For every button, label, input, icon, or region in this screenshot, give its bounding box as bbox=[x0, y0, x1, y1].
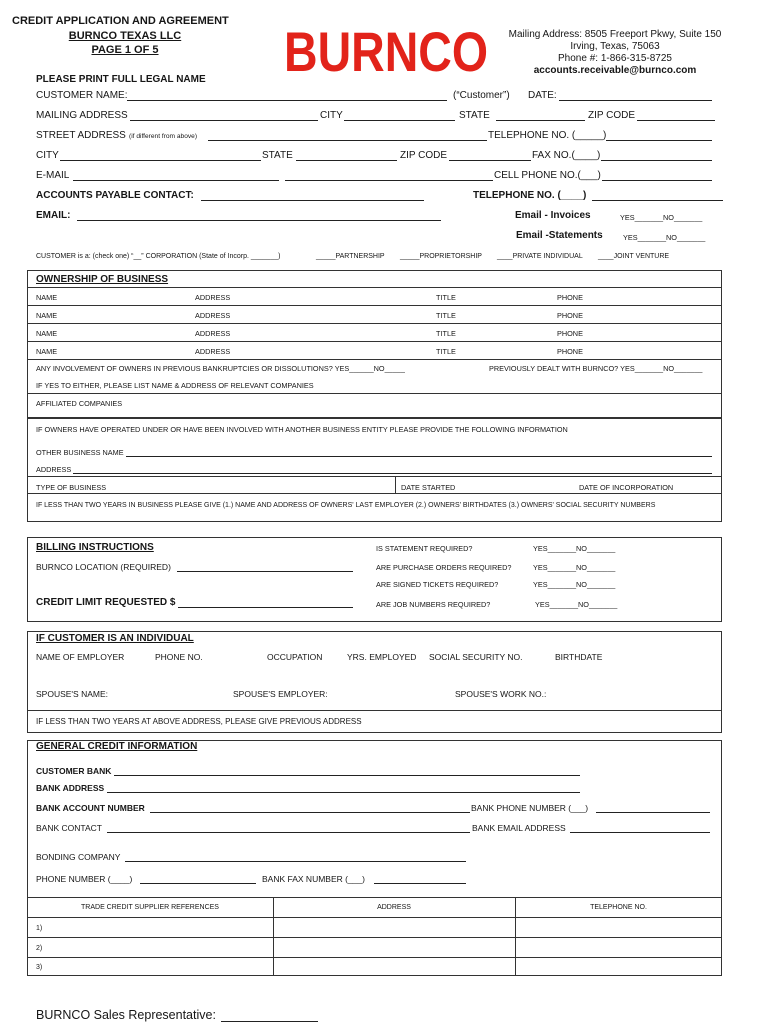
entity-type-joint-venture[interactable]: ____JOINT VENTURE bbox=[598, 253, 670, 260]
email-label: E-MAIL bbox=[36, 170, 70, 181]
burnco-location-field[interactable] bbox=[177, 571, 353, 572]
divider bbox=[27, 393, 722, 394]
fax-label: FAX NO.(____) bbox=[532, 150, 601, 161]
type-of-business-label: TYPE OF BUSINESS bbox=[36, 483, 107, 492]
telephone-field[interactable] bbox=[606, 140, 712, 141]
owner-row[interactable] bbox=[27, 324, 722, 341]
references-header-supplier: TRADE CREDIT SUPPLIER REFERENCES bbox=[81, 904, 219, 911]
owner-title-label: TITLE bbox=[436, 347, 456, 356]
previous-address-note: IF LESS THAN TWO YEARS AT ABOVE ADDRESS, PLEASE GIVE PREVIOUS ADDRESS bbox=[36, 717, 362, 726]
ap-telephone-label: TELEPHONE NO. (____) bbox=[473, 190, 587, 201]
previous-dealings-question[interactable]: PREVIOUSLY DEALT WITH BURNCO? YES_______NO_______ bbox=[489, 364, 703, 373]
burnco-location-label: BURNCO LOCATION (REQUIRED) bbox=[36, 562, 171, 572]
bank-fax-field[interactable] bbox=[374, 883, 466, 884]
owner-phone-label: PHONE bbox=[557, 311, 583, 320]
references-header-address: ADDRESS bbox=[377, 904, 411, 911]
row-number: 1) bbox=[36, 925, 43, 932]
affiliated-companies-label: AFFILIATED COMPANIES bbox=[36, 399, 123, 408]
mailing-address-field[interactable] bbox=[130, 120, 318, 121]
company-phone: Phone #: 1-866-315-8725 bbox=[558, 53, 672, 64]
entity-type-corporation[interactable]: CUSTOMER is a: (check one) “__” CORPORATION (State of Incorp. _______) bbox=[36, 253, 281, 260]
date-started-label: DATE STARTED bbox=[401, 483, 456, 492]
table-row[interactable] bbox=[27, 958, 722, 975]
street-city-label: CITY bbox=[36, 150, 59, 161]
entity-type-proprietorship[interactable]: _____PROPRIETORSHIP bbox=[400, 253, 482, 260]
divider bbox=[27, 476, 722, 477]
bank-contact-field[interactable] bbox=[107, 832, 470, 833]
cell-phone-field[interactable] bbox=[602, 180, 712, 181]
spouse-name-label: SPOUSE'S NAME: bbox=[36, 689, 109, 699]
owner-name-label: NAME bbox=[36, 347, 58, 356]
bank-account-number-label: BANK ACCOUNT NUMBER bbox=[36, 803, 145, 813]
bank-phone-field[interactable] bbox=[596, 812, 710, 813]
bank-email-field[interactable] bbox=[570, 832, 710, 833]
email-statements-label: Email -Statements bbox=[516, 230, 603, 241]
owner-title-label: TITLE bbox=[436, 311, 456, 320]
mailing-city-field[interactable] bbox=[344, 120, 455, 121]
ap-contact-field[interactable] bbox=[201, 200, 424, 201]
birthdate-label: BIRTHDATE bbox=[555, 652, 603, 662]
owner-phone-label: PHONE bbox=[557, 329, 583, 338]
ownership-heading: OWNERSHIP OF BUSINESS bbox=[36, 274, 169, 285]
other-business-address-label: ADDRESS bbox=[36, 465, 72, 474]
owner-phone-label: PHONE bbox=[557, 347, 583, 356]
bonding-phone-field[interactable] bbox=[140, 883, 256, 884]
bonding-company-label: BONDING COMPANY bbox=[36, 852, 121, 862]
date-of-incorporation-label: DATE OF INCORPORATION bbox=[579, 483, 674, 492]
owner-row[interactable] bbox=[27, 342, 722, 359]
email-invoices-choice[interactable]: YES_______NO_______ bbox=[620, 213, 703, 222]
owner-row[interactable] bbox=[27, 306, 722, 323]
divider bbox=[395, 476, 396, 493]
section-divider bbox=[27, 417, 722, 419]
bank-contact-label: BANK CONTACT bbox=[36, 823, 102, 833]
company-name: BURNCO TEXAS LLC bbox=[68, 30, 182, 42]
table-row[interactable] bbox=[27, 938, 722, 957]
street-address-label: STREET ADDRESS bbox=[36, 130, 126, 141]
email-invoices-label: Email - Invoices bbox=[515, 210, 591, 221]
bank-fax-label: BANK FAX NUMBER (___) bbox=[262, 874, 365, 884]
table-border bbox=[27, 897, 722, 898]
sales-rep-label: BURNCO Sales Representative: bbox=[36, 1008, 216, 1022]
bonding-company-field[interactable] bbox=[125, 861, 466, 862]
page-indicator: PAGE 1 OF 5 bbox=[91, 44, 159, 56]
relevant-companies-note: IF YES TO EITHER, PLEASE LIST NAME & ADDRESS OF RELEVANT COMPANIES bbox=[36, 381, 314, 390]
burnco-logo bbox=[284, 20, 488, 83]
ap-email-field[interactable] bbox=[77, 220, 441, 221]
street-state-label: STATE bbox=[262, 150, 293, 161]
print-instruction: PLEASE PRINT FULL LEGAL NAME bbox=[36, 74, 206, 85]
email-statements-choice[interactable]: YES_______NO_______ bbox=[623, 233, 706, 242]
street-address-note: (if different from above) bbox=[129, 133, 198, 140]
sales-rep-field[interactable] bbox=[221, 1021, 318, 1022]
customer-name-label: CUSTOMER NAME: bbox=[36, 90, 128, 101]
entity-type-partnership[interactable]: _____PARTNERSHIP bbox=[316, 253, 385, 260]
ap-telephone-field[interactable] bbox=[592, 200, 723, 201]
table-row[interactable] bbox=[27, 918, 722, 937]
date-field[interactable] bbox=[559, 100, 712, 101]
owner-title-label: TITLE bbox=[436, 329, 456, 338]
entity-type-private-individual[interactable]: ____PRIVATE INDIVIDUAL bbox=[497, 253, 583, 260]
mailing-address-label: MAILING ADDRESS bbox=[36, 110, 128, 121]
owner-address-label: ADDRESS bbox=[195, 311, 231, 320]
bankruptcy-question[interactable]: ANY INVOLVEMENT OF OWNERS IN PREVIOUS BANKRUPTCIES OR DISSOLUTIONS? YES______NO_____ bbox=[36, 364, 405, 373]
individual-heading: IF CUSTOMER IS AN INDIVIDUAL bbox=[36, 633, 194, 644]
mailing-zip-label: ZIP CODE bbox=[588, 110, 636, 121]
bank-address-label: BANK ADDRESS bbox=[36, 783, 105, 793]
customer-bank-field[interactable] bbox=[114, 775, 580, 776]
credit-limit-label: CREDIT LIMIT REQUESTED $ bbox=[36, 597, 176, 608]
purchase-orders-choice[interactable]: YES_______NO_______ bbox=[533, 563, 616, 572]
job-numbers-question: ARE JOB NUMBERS REQUIRED? bbox=[376, 600, 491, 609]
mailing-state-field[interactable] bbox=[496, 120, 585, 121]
street-address-field[interactable] bbox=[208, 140, 487, 141]
billing-heading: BILLING INSTRUCTIONS bbox=[36, 542, 154, 553]
owner-phone-label: PHONE bbox=[557, 293, 583, 302]
other-business-note: IF OWNERS HAVE OPERATED UNDER OR HAVE BEEN INVOLVED WITH ANOTHER BUSINESS ENTITY PLEASE PROVIDE THE FOLLOWING INFORMATION bbox=[36, 425, 568, 434]
credit-heading: GENERAL CREDIT INFORMATION bbox=[36, 741, 198, 752]
years-employed-label: YRS. EMPLOYED bbox=[347, 652, 417, 662]
ap-email-label: EMAIL: bbox=[36, 210, 71, 221]
owner-name-label: NAME bbox=[36, 311, 58, 320]
mailing-zip-field[interactable] bbox=[637, 120, 715, 121]
street-state-field[interactable] bbox=[296, 160, 397, 161]
job-numbers-choice[interactable]: YES_______NO_______ bbox=[535, 600, 618, 609]
credit-limit-field[interactable] bbox=[178, 607, 353, 608]
owner-row[interactable] bbox=[27, 288, 722, 305]
references-header-telephone: TELEPHONE NO. bbox=[590, 904, 647, 911]
occupation-label: OCCUPATION bbox=[267, 652, 323, 662]
owner-name-label: NAME bbox=[36, 329, 58, 338]
statement-required-choice[interactable]: YES_______NO_______ bbox=[533, 544, 616, 553]
purchase-orders-question: ARE PURCHASE ORDERS REQUIRED? bbox=[376, 563, 512, 572]
spouse-employer-label: SPOUSE'S EMPLOYER: bbox=[233, 689, 328, 699]
owner-name-label: NAME bbox=[36, 293, 58, 302]
company-contact-block bbox=[500, 29, 730, 77]
mailing-city-label: CITY bbox=[320, 110, 343, 121]
bonding-phone-label: PHONE NUMBER (____) bbox=[36, 874, 133, 884]
other-business-name-field[interactable] bbox=[126, 456, 712, 457]
street-zip-label: ZIP CODE bbox=[400, 150, 448, 161]
fax-field[interactable] bbox=[601, 160, 712, 161]
bank-address-field[interactable] bbox=[107, 792, 580, 793]
other-business-name-label: OTHER BUSINESS NAME bbox=[36, 448, 124, 457]
city-state-zip: Irving, Texas, 75063 bbox=[570, 41, 660, 52]
employer-phone-label: PHONE NO. bbox=[155, 652, 203, 662]
new-business-note: IF LESS THAN TWO YEARS IN BUSINESS PLEASE GIVE (1.) NAME AND ADDRESS OF OWNERS' LAST EMPLOYER (2.) OWNERS' BIRTHDATES (3.) OWNERS' SOCIAL SECURITY NUMBERS bbox=[36, 502, 656, 509]
signed-tickets-question: ARE SIGNED TICKETS REQUIRED? bbox=[376, 580, 499, 589]
mailing-address: Mailing Address: 8505 Freeport Pkwy, Suite 150 bbox=[508, 29, 722, 40]
spouse-work-number-label: SPOUSE'S WORK NO.: bbox=[455, 689, 547, 699]
form-title: CREDIT APPLICATION AND AGREEMENT bbox=[12, 15, 229, 27]
bank-email-label: BANK EMAIL ADDRESS bbox=[472, 823, 566, 833]
customer-name-field[interactable] bbox=[127, 100, 447, 101]
customer-tag: (“Customer”) bbox=[453, 90, 510, 101]
mailing-state-label: STATE bbox=[459, 110, 490, 121]
row-number: 3) bbox=[36, 964, 43, 971]
bank-phone-label: BANK PHONE NUMBER (___) bbox=[471, 803, 589, 813]
ssn-label: SOCIAL SECURITY NO. bbox=[429, 652, 523, 662]
cell-phone-label: CELL PHONE NO.(___) bbox=[494, 170, 601, 181]
street-zip-field[interactable] bbox=[449, 160, 531, 161]
email-field[interactable] bbox=[73, 180, 279, 181]
statement-required-question: IS STATEMENT REQUIRED? bbox=[376, 544, 473, 553]
divider bbox=[27, 359, 722, 360]
signed-tickets-choice[interactable]: YES_______NO_______ bbox=[533, 580, 616, 589]
divider bbox=[27, 710, 722, 711]
customer-bank-label: CUSTOMER BANK bbox=[36, 766, 112, 776]
street-city-field[interactable] bbox=[60, 160, 261, 161]
other-business-address-field[interactable] bbox=[73, 473, 712, 474]
burnco-logo-text: BURNCO bbox=[284, 20, 488, 83]
bank-account-number-field[interactable] bbox=[150, 812, 470, 813]
employer-name-label: NAME OF EMPLOYER bbox=[36, 652, 125, 662]
owner-title-label: TITLE bbox=[436, 293, 456, 302]
owner-address-label: ADDRESS bbox=[195, 329, 231, 338]
ap-contact-label: ACCOUNTS PAYABLE CONTACT: bbox=[36, 190, 194, 201]
company-email[interactable]: accounts.receivable@burnco.com bbox=[533, 65, 697, 76]
email-field-continued[interactable] bbox=[285, 180, 493, 181]
owner-address-label: ADDRESS bbox=[195, 347, 231, 356]
divider bbox=[27, 493, 722, 494]
telephone-label: TELEPHONE NO. (_____) bbox=[488, 130, 607, 141]
date-label: DATE: bbox=[528, 90, 557, 101]
owner-address-label: ADDRESS bbox=[195, 293, 231, 302]
row-number: 2) bbox=[36, 945, 43, 952]
